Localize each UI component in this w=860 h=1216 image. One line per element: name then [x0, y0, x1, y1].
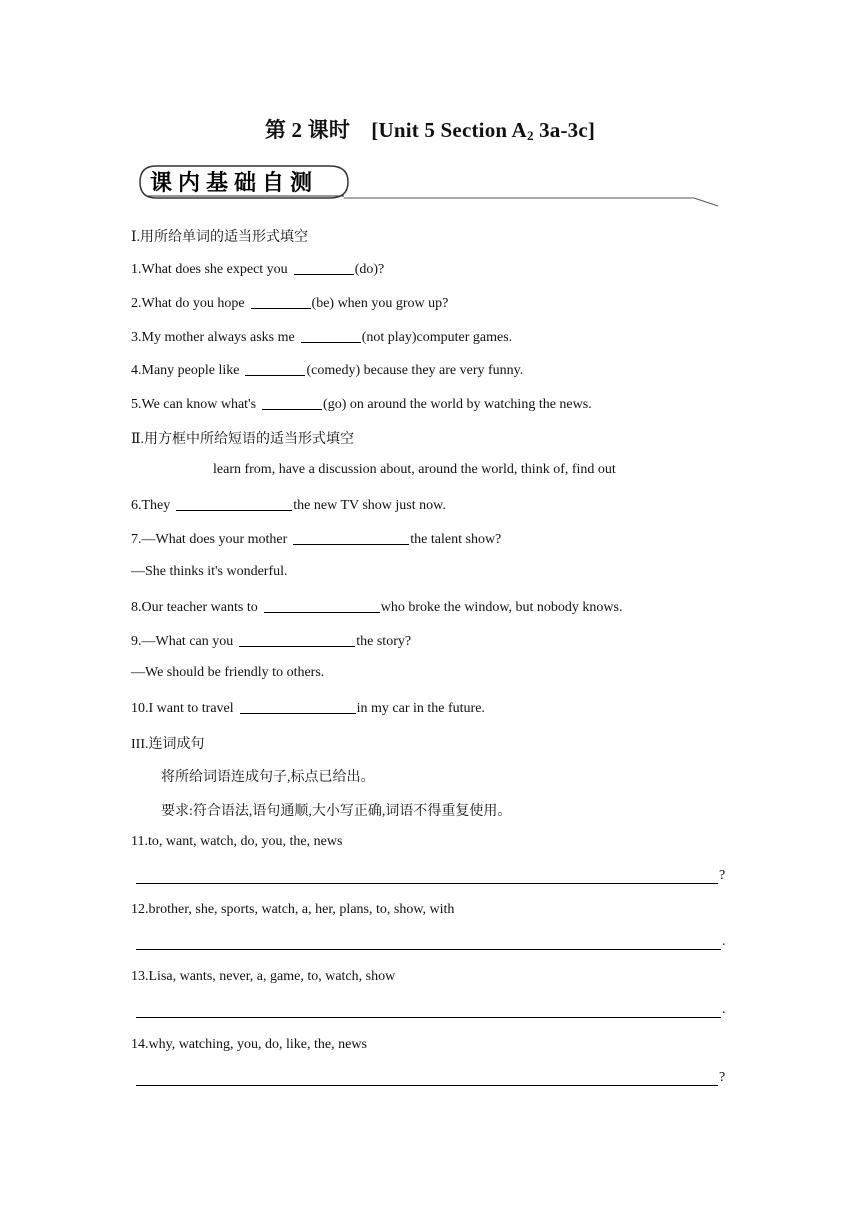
answer-blank[interactable] — [294, 260, 354, 275]
question-7: 7.—What does your mother the talent show? — [131, 532, 502, 547]
banner-label: 课内基础自测 — [150, 171, 319, 196]
question-1: 1.What does she expect you (do)? — [131, 262, 385, 277]
question-2: 2.What do you hope (be) when you grow up? — [131, 296, 449, 311]
answer-line[interactable] — [136, 1085, 718, 1086]
question-9: 9.—What can you the story? — [131, 634, 412, 649]
page-title: 第 2 课时 [Unit 5 Section $A_2$ 3a-3c] — [264, 118, 596, 143]
question-3: 3.My mother always asks me (not play)computer games. — [131, 330, 513, 345]
question-13: 13.Lisa, wants, never, a, game, to, watch, show — [131, 969, 396, 984]
section2-heading: Ⅱ.用方框中所给短语的适当形式填空 — [131, 432, 355, 447]
answer-line[interactable] — [136, 883, 718, 884]
answer-blank[interactable] — [251, 294, 311, 309]
question-5: 5.We can know what's (go) on around the world by watching the news. — [131, 397, 592, 412]
section3-heading: III.连词成句 — [131, 737, 205, 752]
instruction-2: 要求:符合语法,语句通顺,大小写正确,词语不得重复使用。 — [161, 804, 512, 819]
question-10: 10.I want to travel in my car in the future. — [131, 701, 485, 716]
answer-blank[interactable] — [301, 328, 361, 343]
instruction-1: 将所给词语连成句子,标点已给出。 — [161, 770, 375, 785]
answer-blank[interactable] — [262, 395, 322, 410]
question-12: 12.brother, she, sports, watch, a, her, plans, to, show, with — [131, 902, 455, 917]
section1-heading: Ⅰ.用所给单词的适当形式填空 — [131, 230, 309, 245]
answer-blank[interactable] — [264, 598, 380, 613]
reply-9: —We should be friendly to others. — [131, 665, 325, 680]
answer-blank[interactable] — [176, 496, 292, 511]
end-punctuation: . — [722, 934, 726, 949]
question-14: 14.why, watching, you, do, like, the, news — [131, 1037, 367, 1052]
reply-7: —She thinks it's wonderful. — [131, 564, 288, 579]
end-punctuation: . — [722, 1002, 726, 1017]
answer-line[interactable] — [136, 949, 721, 950]
word-box: learn from, have a discussion about, around the world, think of, find out — [213, 462, 616, 477]
answer-blank[interactable] — [239, 632, 355, 647]
answer-line[interactable] — [136, 1017, 721, 1018]
question-11: 11.to, want, watch, do, you, the, news — [131, 834, 343, 849]
answer-blank[interactable] — [245, 361, 305, 376]
answer-blank[interactable] — [293, 530, 409, 545]
end-punctuation: ? — [719, 1070, 726, 1085]
question-8: 8.Our teacher wants to who broke the window, but nobody knows. — [131, 600, 623, 615]
question-4: 4.Many people like (comedy) because they are very funny. — [131, 363, 524, 378]
answer-blank[interactable] — [240, 699, 356, 714]
end-punctuation: ? — [719, 868, 726, 883]
question-6: 6.They the new TV show just now. — [131, 498, 446, 513]
